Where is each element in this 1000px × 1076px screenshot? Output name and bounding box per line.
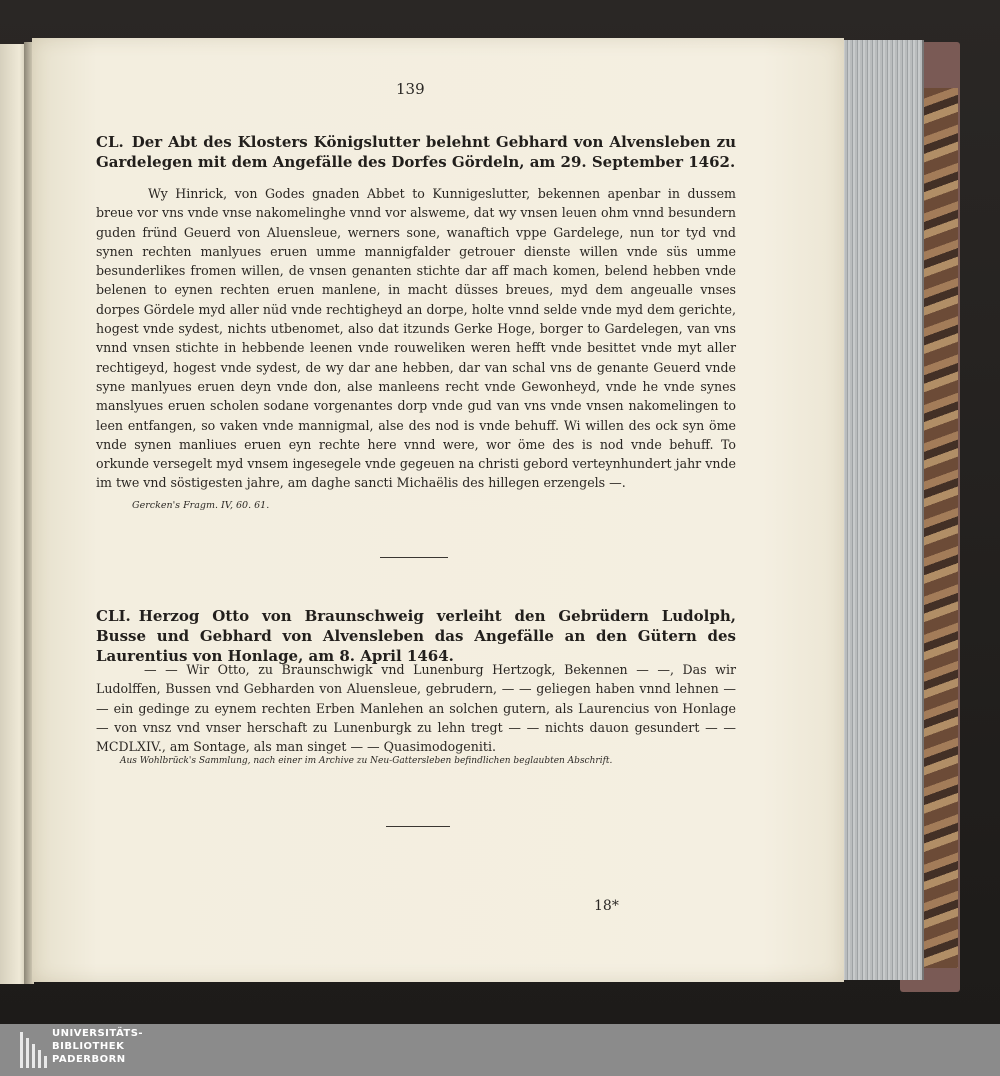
document-cl-heading [96, 132, 736, 172]
page-number: 139 [396, 80, 425, 98]
signature-mark: 18* [594, 898, 619, 914]
document-cli-number: CLI. [96, 607, 131, 625]
library-name-line3: PADERBORN [52, 1054, 126, 1065]
library-name-line1: UNIVERSITÄTS- [52, 1028, 144, 1039]
section-divider [380, 557, 448, 558]
document-cl-source: Gercken's Fragm. IV, 60. 61. [132, 500, 270, 511]
library-name-line2: BIBLIOTHEK [52, 1041, 125, 1052]
document-cli-title: Herzog Otto von Braunschweig verleiht den Gebrüdern Ludolph, Busse und Gebhard von Alvensleben das Angefälle an den Gütern des Laurentius von Honlage, am 8. April 1464. [96, 607, 736, 665]
page-edges [840, 40, 924, 980]
document-cli-text: — — Wir Otto, zu Braunschwigk vnd Lunenburg Hertzogk, Bekennen — —, Das wir Ludolffen, Bussen vnd Gebharden von Aluensleue, gebrudern, — — geliegen haben vnnd lehnen — — ein gedinge zu eynem rechten Erben Manlehen an solchen gutern, als Laurencius von Honlage — von vnsz vnd vnser herschaft zu Lunenburgk zu lehn tregt — — nichts dauon gesundert — — MCDLXIV., am Sontage, als man singet — — Quasimodogeniti. [96, 662, 736, 755]
section-divider-end [386, 826, 450, 827]
document-cli-source: Aus Wohlbrück's Sammlung, nach einer im Archive zu Neu-Gattersleben befindlichen beglaubten Abschrift. [120, 756, 613, 766]
document-cl-title: Der Abt des Klosters Königslutter belehnt Gebhard von Alvensleben zu Gardelegen mit dem Angefälle des Dorfes Gördeln, am 29. September 1462. [96, 133, 736, 171]
document-cli-heading [96, 606, 736, 666]
document-cl-number: CL. [96, 133, 124, 151]
library-footer [0, 1024, 1000, 1076]
library-logo-icon [18, 1030, 50, 1070]
document-cl-text: Wy Hinrick, von Godes gnaden Abbet to Kunnigeslutter, bekennen apenbar in dussem breue vor vns vnde vnse nakomelinghe vnnd vor alsweme, dat wy vnsen leuen ohm vnnd besundern guden fründ Geuerd von Aluensleue, werners sone, wanaftich vppe Gardelege, nun tor tyd vnd synen rechten manlyues eruen umme mannigfalder getrouer dienste willen vnde süs umme besunderlikes fromen willen, de vnsen genanten stichte dar aff mach komen, belend hebben vnde belenen to eynen rechten eruen manlene, in macht düsses breues, myd dem angeualle vnses dorpes Gördele myd aller nüd vnde rechtigheyd an dorpe, holte vnnd selde vnde myd dem gerichte, hogest vnde sydest, nichts utbenomet, also dat itzunds Gerke Hoge, borger to Gardelegen, van vns vnnd vnsen stichte in hebbende leenen vnde rouweliken weren hefft vnde besittet vnde myt aller rechtigeyd, hogest vnde sydest, de wy dar ane hebben, dar van schal vns de genante Geuerd vnde syne manlyues eruen deyn vnde don, alse manleens recht vnde Gewonheyd, vnde he vnde synes manslyues eruen scholen sodane vorgenantes dorp vnde gud van vns vnde vnsen nakomelingen to leen entfangen, so vaken vnde mannigmal, alse des nod is vnde behuff. Wi willen des ock syn öme vnde synen manliues eruen eyn rechte here vnnd were, wor öme des is nod vnde behuff. To orkunde versegelt myd vnsem ingesegele vnde gegeuen na christi gebord verteynhundert jahr vnde im twe vnd söstigesten jahre, am daghe sancti Michaëlis des hillegen erzengels —. [96, 186, 736, 491]
marbled-cover-edge [918, 88, 958, 968]
